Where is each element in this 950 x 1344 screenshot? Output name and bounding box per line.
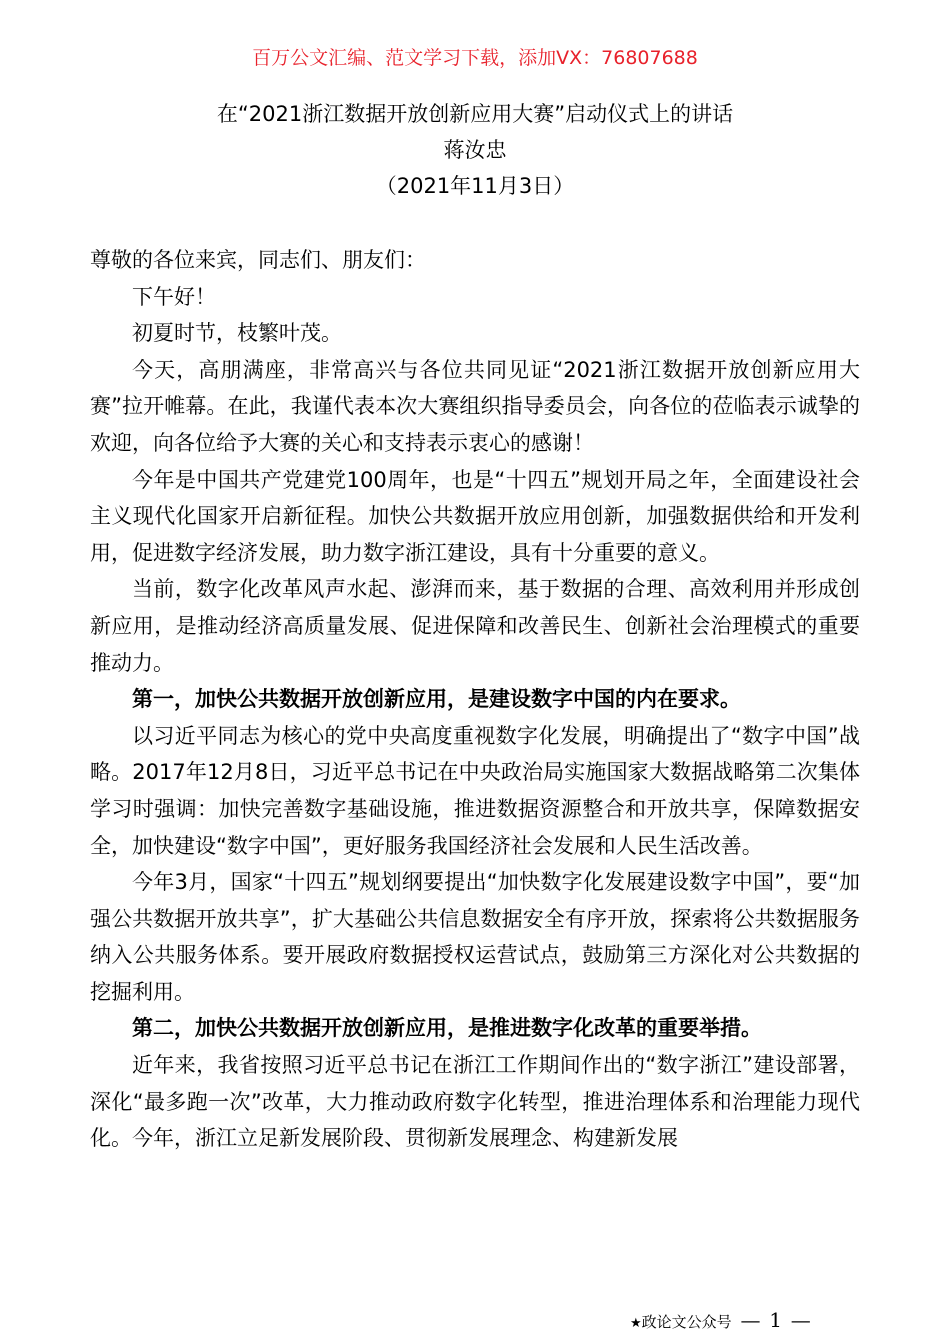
speech-date: （2021年11月3日）: [375, 174, 575, 198]
title-block: [0, 96, 950, 204]
paragraph-zhejiang-reform: 近年来，我省按照习近平总书记在浙江工作期间作出的“数字浙江”建设部署，深化“最多跑一次”改革，大力推动政府数字化转型，推进治理体系和治理能力现代化。今年，浙江立足新发展阶段、贯彻新发展理念、构建新发展: [90, 1053, 860, 1151]
document-body: [90, 242, 860, 1157]
document-title: 在“2021浙江数据开放创新应用大赛”启动仪式上的讲话: [216, 102, 734, 126]
watermark-banner: 百万公文汇编、范文学习下载，添加VX：76807688: [252, 47, 698, 69]
paragraph-digital-china: 以习近平同志为核心的党中央高度重视数字化发展，明确提出了“数字中国”战略。2017年12月8日，习近平总书记在中央政治局实施国家大数据战略第二次集体学习时强调：加快完善数字基础设施，推进数据资源整合和开放共享，保障数据安全，加快建设“数字中国”，更好服务我国经济社会发展和人民生活改善。: [90, 723, 860, 858]
footer-source: 政论文公众号: [641, 1313, 732, 1331]
paragraph-welcome: 今天，高朋满座，非常高兴与各位共同见证“2021浙江数据开放创新应用大赛”拉开帷幕。在此，我谨代表本次大赛组织指导委员会，向各位的莅临表示诚挚的欢迎，向各位给予大赛的关心和支持表示衷心的感谢！: [90, 357, 860, 455]
page-dash-right: —: [790, 1308, 811, 1332]
paragraph-season: 初夏时节，枝繁叶茂。: [132, 321, 342, 346]
page-footer: [630, 1308, 910, 1336]
paragraph-significance: 今年是中国共产党建党100周年，也是“十四五”规划开局之年，全面建设社会主义现代化国家开启新征程。加快公共数据开放应用创新，加强数据供给和开发利用，促进数字经济发展，助力数字浙江建设，具有十分重要的意义。: [90, 467, 860, 565]
paragraph-fourteenth-plan: 今年3月，国家“十四五”规划纲要提出“加快数字化发展建设数字中国”，要“加强公共数据开放共享”，扩大基础公共信息数据安全有序开放，探索将公共数据服务纳入公共服务体系。要开展政府数据授权运营试点，鼓励第三方深化对公共数据的挖掘利用。: [90, 870, 860, 1004]
section-heading-first: 第一，加快公共数据开放创新应用，是建设数字中国的内在要求。: [132, 687, 741, 712]
salutation: 尊敬的各位来宾，同志们、朋友们：: [90, 248, 426, 272]
paragraph-current: 当前，数字化改革风声水起、澎湃而来，基于数据的合理、高效利用并形成创新应用，是推动经济高质量发展、促进保障和改善民生、创新社会治理模式的重要推动力。: [90, 577, 860, 675]
section-heading-second: 第二，加快公共数据开放创新应用，是推进数字化改革的重要举措。: [132, 1016, 762, 1041]
speaker-name: 蒋汝忠: [443, 138, 507, 162]
star-icon: ★: [630, 1316, 642, 1331]
paragraph-greeting: 下午好！: [132, 284, 216, 309]
page-dash-left: —: [740, 1308, 761, 1332]
page-number: 1: [769, 1308, 782, 1332]
